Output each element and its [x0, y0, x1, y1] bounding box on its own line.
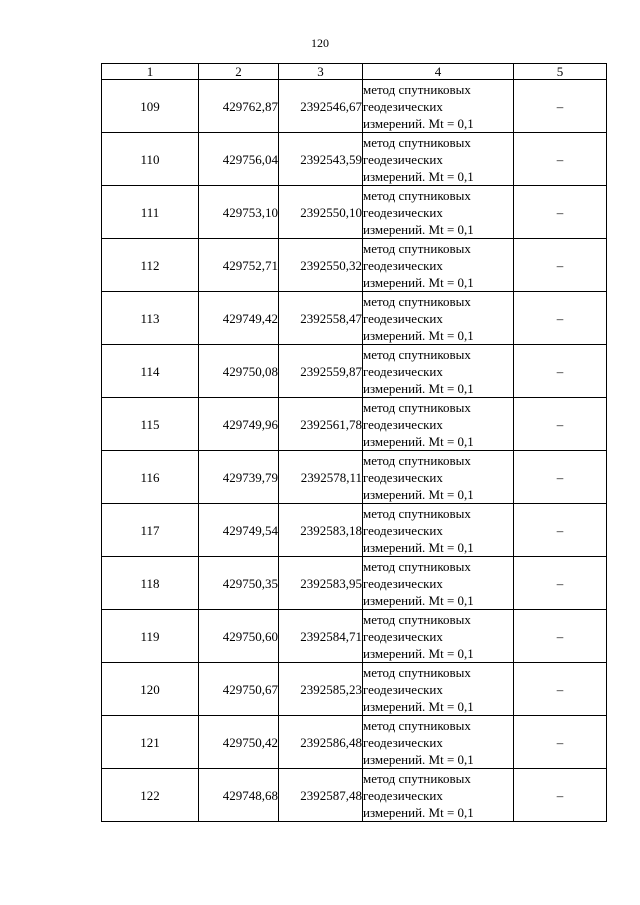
point-number-cell: 111: [102, 186, 199, 239]
table-row: [102, 716, 607, 769]
method-line: метод спутниковых: [363, 558, 471, 574]
table-row: [102, 557, 607, 610]
note-cell: –: [514, 133, 607, 186]
method-cell: [363, 133, 514, 186]
method-line: измерений. Mt = 0,1: [363, 380, 474, 396]
table-row: [102, 186, 607, 239]
table-row: [102, 345, 607, 398]
method-line: измерений. Mt = 0,1: [363, 698, 474, 714]
y-coordinate-cell: 2392578,11: [279, 451, 363, 504]
method-cell: [363, 451, 514, 504]
y-coordinate-cell: 2392585,23: [279, 663, 363, 716]
note-cell: –: [514, 345, 607, 398]
method-line: геодезических: [363, 734, 443, 750]
y-coordinate-cell: 2392558,47: [279, 292, 363, 345]
point-number-cell: 120: [102, 663, 199, 716]
x-coordinate-cell: 429762,87: [199, 80, 279, 133]
point-number-cell: 122: [102, 769, 199, 822]
method-line: измерений. Mt = 0,1: [363, 486, 474, 502]
method-cell: [363, 398, 514, 451]
point-number-cell: 112: [102, 239, 199, 292]
table-row: [102, 80, 607, 133]
y-coordinate-cell: 2392586,48: [279, 716, 363, 769]
x-coordinate-cell: 429756,04: [199, 133, 279, 186]
method-line: измерений. Mt = 0,1: [363, 221, 474, 237]
method-line: измерений. Mt = 0,1: [363, 539, 474, 555]
method-cell: [363, 610, 514, 663]
x-coordinate-cell: 429752,71: [199, 239, 279, 292]
method-line: геодезических: [363, 151, 443, 167]
table-header: [102, 64, 607, 80]
x-coordinate-cell: 429750,67: [199, 663, 279, 716]
method-cell: [363, 80, 514, 133]
table-row: [102, 504, 607, 557]
note-cell: –: [514, 663, 607, 716]
y-coordinate-cell: 2392584,71: [279, 610, 363, 663]
point-number-cell: 119: [102, 610, 199, 663]
method-line: метод спутниковых: [363, 134, 471, 150]
note-cell: –: [514, 504, 607, 557]
table-row: [102, 769, 607, 822]
method-line: метод спутниковых: [363, 505, 471, 521]
x-coordinate-cell: 429750,42: [199, 716, 279, 769]
method-cell: [363, 292, 514, 345]
point-number-cell: 115: [102, 398, 199, 451]
x-coordinate-cell: 429750,60: [199, 610, 279, 663]
y-coordinate-cell: 2392583,18: [279, 504, 363, 557]
method-line: измерений. Mt = 0,1: [363, 751, 474, 767]
method-cell: [363, 716, 514, 769]
method-line: измерений. Mt = 0,1: [363, 592, 474, 608]
note-cell: –: [514, 398, 607, 451]
method-cell: [363, 769, 514, 822]
table-row: [102, 610, 607, 663]
method-line: метод спутниковых: [363, 770, 471, 786]
method-line: метод спутниковых: [363, 240, 471, 256]
table-row: [102, 398, 607, 451]
method-line: измерений. Mt = 0,1: [363, 168, 474, 184]
y-coordinate-cell: 2392546,67: [279, 80, 363, 133]
point-number-cell: 113: [102, 292, 199, 345]
note-cell: –: [514, 186, 607, 239]
method-line: измерений. Mt = 0,1: [363, 645, 474, 661]
point-number-cell: 118: [102, 557, 199, 610]
header-col-5: 5: [514, 64, 607, 80]
method-line: геодезических: [363, 628, 443, 644]
table-body: [102, 80, 607, 822]
x-coordinate-cell: 429748,68: [199, 769, 279, 822]
coordinates-table: [101, 63, 607, 822]
x-coordinate-cell: 429749,42: [199, 292, 279, 345]
method-line: геодезических: [363, 575, 443, 591]
point-number-cell: 109: [102, 80, 199, 133]
note-cell: –: [514, 292, 607, 345]
method-cell: [363, 186, 514, 239]
x-coordinate-cell: 429749,96: [199, 398, 279, 451]
method-line: метод спутниковых: [363, 611, 471, 627]
method-line: метод спутниковых: [363, 664, 471, 680]
method-line: метод спутниковых: [363, 717, 471, 733]
table-row: [102, 663, 607, 716]
note-cell: –: [514, 80, 607, 133]
method-cell: [363, 239, 514, 292]
y-coordinate-cell: 2392587,48: [279, 769, 363, 822]
method-line: измерений. Mt = 0,1: [363, 433, 474, 449]
table-row: [102, 451, 607, 504]
method-cell: [363, 663, 514, 716]
y-coordinate-cell: 2392550,32: [279, 239, 363, 292]
point-number-cell: 117: [102, 504, 199, 557]
method-line: метод спутниковых: [363, 293, 471, 309]
table-row: [102, 133, 607, 186]
x-coordinate-cell: 429749,54: [199, 504, 279, 557]
method-line: метод спутниковых: [363, 346, 471, 362]
note-cell: –: [514, 716, 607, 769]
point-number-cell: 116: [102, 451, 199, 504]
y-coordinate-cell: 2392550,10: [279, 186, 363, 239]
table-row: [102, 292, 607, 345]
y-coordinate-cell: 2392543,59: [279, 133, 363, 186]
note-cell: –: [514, 239, 607, 292]
method-line: геодезических: [363, 787, 443, 803]
note-cell: –: [514, 557, 607, 610]
header-col-4: 4: [363, 64, 514, 80]
point-number-cell: 121: [102, 716, 199, 769]
method-line: геодезических: [363, 681, 443, 697]
method-line: метод спутниковых: [363, 187, 471, 203]
point-number-cell: 114: [102, 345, 199, 398]
note-cell: –: [514, 610, 607, 663]
header-col-3: 3: [279, 64, 363, 80]
method-line: геодезических: [363, 98, 443, 114]
y-coordinate-cell: 2392561,78: [279, 398, 363, 451]
method-line: метод спутниковых: [363, 399, 471, 415]
method-line: геодезических: [363, 257, 443, 273]
method-line: измерений. Mt = 0,1: [363, 115, 474, 131]
x-coordinate-cell: 429750,35: [199, 557, 279, 610]
y-coordinate-cell: 2392583,95: [279, 557, 363, 610]
point-number-cell: 110: [102, 133, 199, 186]
method-line: метод спутниковых: [363, 81, 471, 97]
method-cell: [363, 504, 514, 557]
x-coordinate-cell: 429750,08: [199, 345, 279, 398]
method-line: измерений. Mt = 0,1: [363, 274, 474, 290]
method-line: геодезических: [363, 363, 443, 379]
x-coordinate-cell: 429739,79: [199, 451, 279, 504]
header-col-2: 2: [199, 64, 279, 80]
method-line: геодезических: [363, 522, 443, 538]
method-line: геодезических: [363, 310, 443, 326]
y-coordinate-cell: 2392559,87: [279, 345, 363, 398]
method-line: метод спутниковых: [363, 452, 471, 468]
method-line: геодезических: [363, 416, 443, 432]
header-col-1: 1: [102, 64, 199, 80]
method-cell: [363, 345, 514, 398]
table-row: [102, 239, 607, 292]
method-line: геодезических: [363, 469, 443, 485]
note-cell: –: [514, 769, 607, 822]
page-number: 120: [311, 36, 329, 50]
method-cell: [363, 557, 514, 610]
note-cell: –: [514, 451, 607, 504]
x-coordinate-cell: 429753,10: [199, 186, 279, 239]
method-line: измерений. Mt = 0,1: [363, 327, 474, 343]
header-row: [102, 64, 607, 80]
method-line: геодезических: [363, 204, 443, 220]
method-line: измерений. Mt = 0,1: [363, 804, 474, 820]
